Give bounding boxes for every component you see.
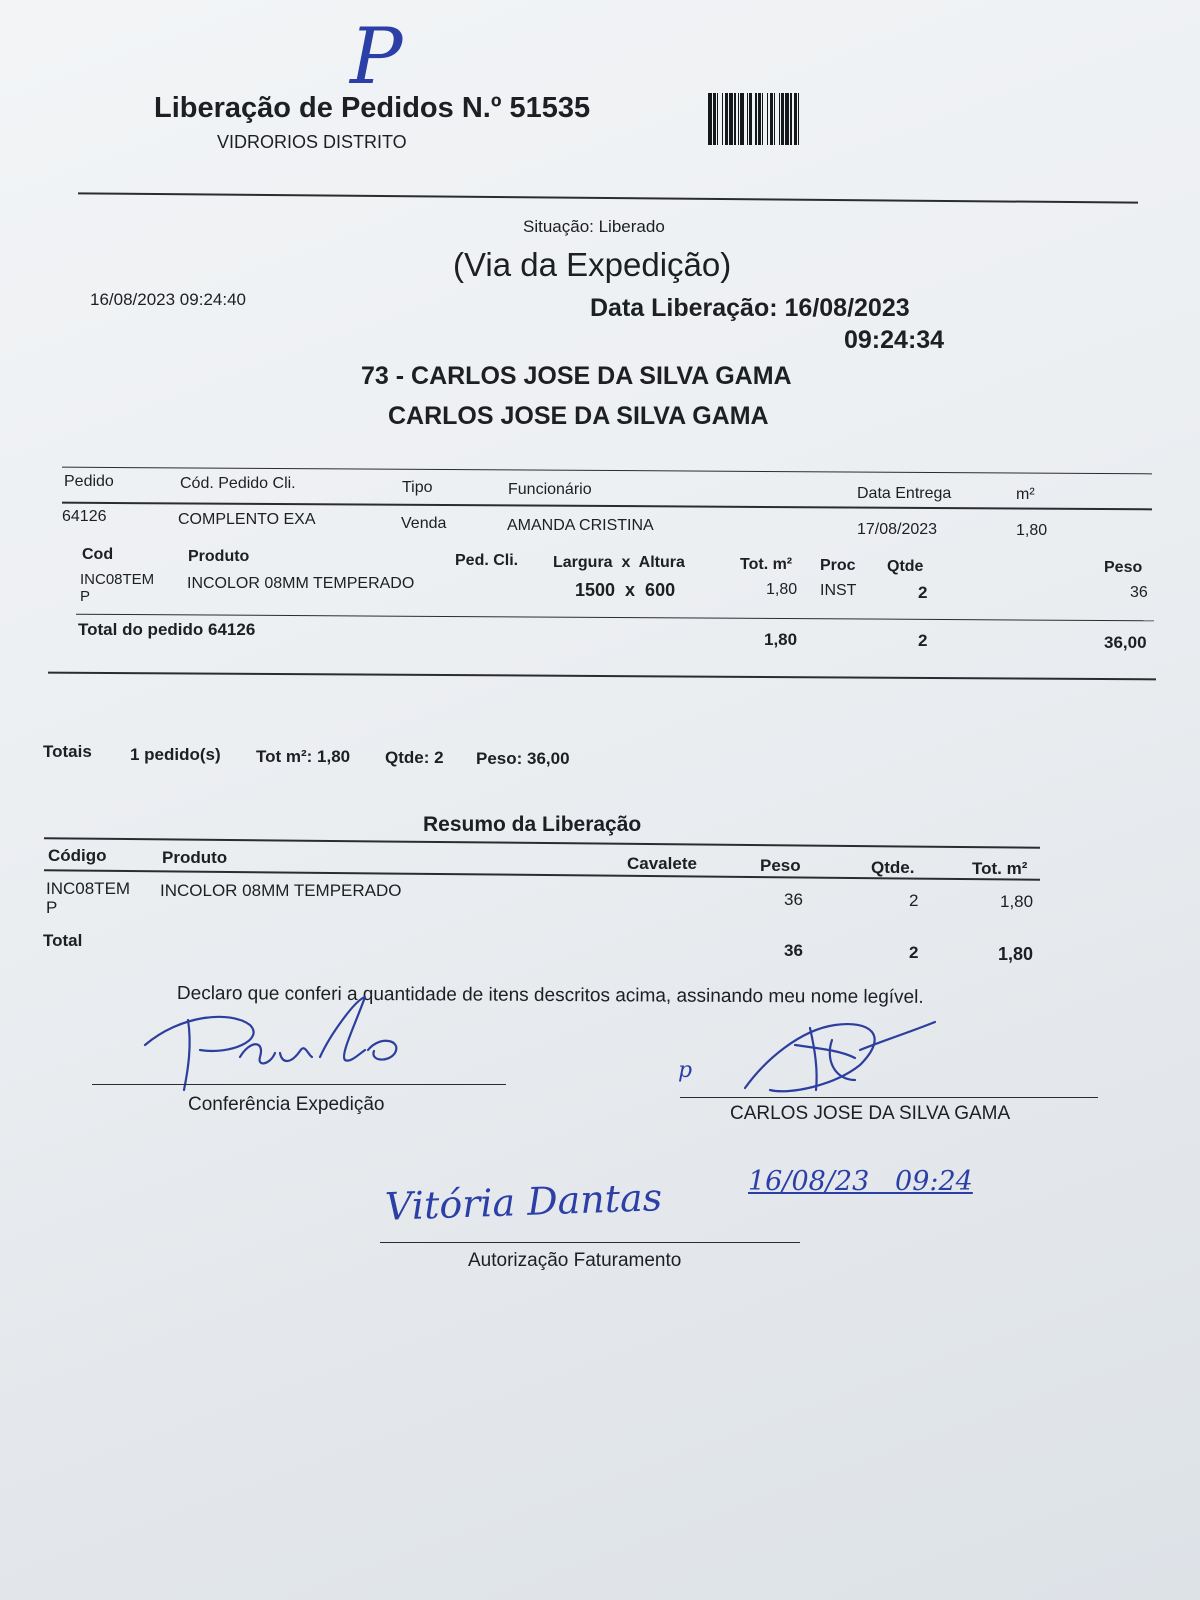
release-time: 09:24:34 [844,326,945,354]
totais-qtde: Qtde: 2 [385,748,444,767]
resumo-tot-m2-value: 1,80 [1000,892,1034,911]
resumo-total-peso: 36 [784,941,803,960]
resumo-produto-value: INCOLOR 08MM TEMPERADO [160,881,402,900]
totais-label: Totais [43,742,92,761]
client-name-line1: 73 - CARLOS JOSE DA SILVA GAMA [361,362,792,390]
order-data-entrega-value: 17/08/2023 [857,521,938,538]
order-m2-value: 1,80 [1016,522,1048,539]
barcode [708,93,893,145]
resumo-total-tot-m2: 1,80 [998,944,1034,964]
autorizacao-signature: Vitória Dantas [384,1175,663,1229]
item-qtde-value: 2 [918,583,928,602]
resumo-qtde-value: 2 [909,891,919,910]
item-cod-line2: P [80,588,91,605]
resumo-codigo-line2: P [46,898,58,917]
handwritten-date: 16/08/23 09:24 [748,1166,973,1197]
order-funcionario-value: AMANDA CRISTINA [507,517,654,534]
client-signature-label: CARLOS JOSE DA SILVA GAMA [730,1103,1011,1124]
item-produto-value: INCOLOR 08MM TEMPERADO [187,575,415,592]
col-tipo-header: Tipo [402,479,433,496]
order-total-qtde: 2 [918,631,928,650]
item-peso-value: 36 [1130,584,1148,601]
resumo-qtde-header: Qtde. [871,858,915,877]
order-table-bottom-rule [48,672,1156,681]
header-divider [78,192,1138,203]
item-qtde-header: Qtde [887,558,924,575]
resumo-total-qtde: 2 [909,943,919,962]
resumo-tot-m2-header: Tot. m² [972,859,1028,878]
client-signature-line [680,1097,1098,1098]
barcode-bar [799,93,803,145]
client-name-line2: CARLOS JOSE DA SILVA GAMA [388,402,769,430]
order-total-label: Total do pedido 64126 [78,620,256,639]
item-tot-m2-header: Tot. m² [740,556,793,573]
item-cod-header: Cod [82,546,114,563]
item-produto-header: Produto [188,548,250,565]
totais-peso: Peso: 36,00 [476,749,570,768]
handwritten-p-mark: P [350,12,403,102]
resumo-codigo-line1: INC08TEM [46,879,131,898]
resumo-codigo-header: Código [48,846,107,865]
resumo-total-label: Total [43,931,83,950]
resumo-peso-header: Peso [760,856,801,875]
order-header-rule [62,502,1152,511]
item-proc-header: Proc [820,557,856,574]
item-peso-header: Peso [1104,559,1143,576]
status-label: Situação: Liberado [523,217,665,236]
resumo-produto-header: Produto [162,848,228,867]
resumo-peso-value: 36 [784,890,803,909]
col-pedido-header: Pedido [64,473,114,490]
order-total-m2: 1,80 [764,630,798,649]
item-tot-m2-value: 1,80 [766,581,798,598]
autorizacao-signature-line [380,1242,800,1243]
order-pedido-value: 64126 [62,508,107,525]
company-name: VIDRORIOS DISTRITO [217,132,407,152]
resumo-cavalete-header: Cavalete [627,854,697,873]
client-mark: p [678,1058,693,1083]
item-cod-line1: INC08TEM [80,571,155,588]
document-title: Liberação de Pedidos N.º 51535 [154,92,591,124]
release-date: Data Liberação: 16/08/2023 [590,294,910,322]
conferencia-signature-line [92,1084,506,1085]
declaration-text: Declaro que conferi a quantidade de itens descritos acima, assinando meu nome legível. [176,983,924,1008]
order-tipo-value: Venda [401,515,447,532]
totais-m2: Tot m²: 1,80 [256,747,351,766]
totais-pedidos: 1 pedido(s) [130,745,221,764]
order-table-top-rule [62,467,1152,475]
item-ped-cli-header: Ped. Cli. [455,552,519,569]
print-timestamp: 16/08/2023 09:24:40 [90,290,246,309]
conferencia-label: Conferência Expedição [188,1094,385,1115]
item-largura-altura-value: 1500 x 600 [575,580,676,600]
col-cod-pedido-cli-header: Cód. Pedido Cli. [180,475,296,492]
item-proc-value: INST [820,582,857,599]
item-largura-altura-header: Largura x Altura [553,554,685,571]
order-total-peso: 36,00 [1104,633,1147,652]
client-signature [740,1010,940,1100]
resumo-title: Resumo da Liberação [423,813,642,836]
col-data-entrega-header: Data Entrega [857,485,952,502]
conferencia-signature [140,995,420,1105]
col-funcionario-header: Funcionário [508,481,592,498]
col-m2-header: m² [1016,486,1035,503]
autorizacao-label: Autorização Faturamento [468,1250,682,1271]
via-label: (Via da Expedição) [453,246,732,283]
order-cod-pedido-cli-value: COMPLENTO EXA [178,511,316,528]
